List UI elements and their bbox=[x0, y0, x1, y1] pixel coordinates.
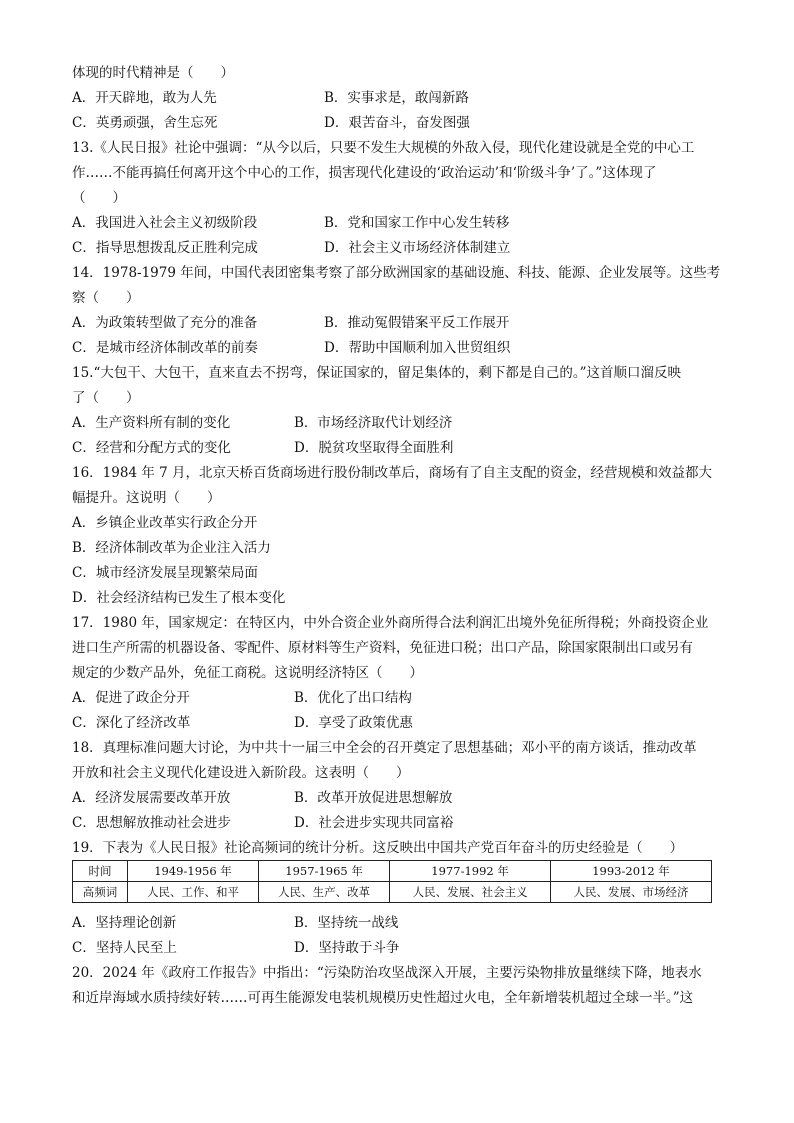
q15-stem-line1: 15.“大包干、大包干，直来直去不拐弯，保证国家的，留足集体的，剩下都是自己的。”这首顺口溜反映 bbox=[72, 365, 682, 381]
q17-stem-line2: 进口生产所需的机器设备、零配件、原材料等生产资料，免征进口税；出口产品，除国家限制出口或另有 bbox=[72, 640, 693, 656]
q15-option-d: D．脱贫攻坚取得全面胜利 bbox=[294, 440, 454, 456]
q19-option-c: C．坚持人民至上 bbox=[72, 940, 177, 956]
q13-option-c: C．指导思想拨乱反正胜利完成 bbox=[72, 240, 258, 256]
q18-option-b: B．改革开放促进思想解放 bbox=[294, 790, 453, 806]
q14-stem-line1: 14．1978-1979 年间，中国代表团密集考察了部分欧洲国家的基础设施、科技、能源、企业发展等。这些考 bbox=[72, 265, 721, 281]
q14-stem-line2: 察（ ） bbox=[72, 290, 140, 306]
q14-option-c: C．是城市经济体制改革的前奏 bbox=[72, 340, 258, 356]
table-cell: 人民、发展、市场经济 bbox=[551, 882, 712, 903]
q17-option-b: B．优化了出口结构 bbox=[294, 690, 412, 706]
q16-stem-line2: 幅提升。这说明（ ） bbox=[72, 490, 221, 506]
q15-option-b: B．市场经济取代计划经济 bbox=[294, 415, 453, 431]
q19-option-d: D．坚持敢于斗争 bbox=[294, 940, 400, 956]
q13-stem-line3: （ ） bbox=[72, 190, 126, 206]
q13-option-d: D．社会主义市场经济体制建立 bbox=[324, 240, 511, 256]
q17-option-d: D．享受了政策优惠 bbox=[294, 715, 413, 731]
q18-stem-line2: 开放和社会主义现代化建设进入新阶段。这表明（ ） bbox=[72, 765, 410, 781]
q20-stem-line1: 20．2024 年《政府工作报告》中指出：“污染防治攻坚战深入开展，主要污染物排放量继续下降，地表水 bbox=[72, 965, 702, 981]
q12-option-a: A．开天辟地，敢为人先 bbox=[72, 90, 217, 106]
q12-option-d: D．艰苦奋斗，奋发图强 bbox=[324, 115, 470, 131]
q13-option-b: B．党和国家工作中心发生转移 bbox=[324, 215, 510, 231]
q14-option-a: A．为政策转型做了充分的准备 bbox=[72, 315, 258, 331]
q16-stem-line1: 16．1984 年 7 月，北京天桥百货商场进行股份制改革后，商场有了自主支配的资金，经营规模和效益都大 bbox=[72, 465, 712, 481]
q13-stem-line1: 13.《人民日报》社论中强调：“从今以后，只要不发生大规模的外敌入侵，现代化建设就是全党的中心工 bbox=[72, 140, 695, 156]
table-cell: 1949-1956 年 bbox=[128, 861, 259, 882]
table-cell: 1977-1992 年 bbox=[390, 861, 551, 882]
table-header-cell: 高频词 bbox=[73, 882, 128, 903]
q18-option-d: D．社会进步实现共同富裕 bbox=[294, 815, 454, 831]
table-cell: 人民、生产、改革 bbox=[259, 882, 390, 903]
q12-stem-end: 体现的时代精神是（ ） bbox=[72, 65, 234, 81]
q18-stem-line1: 18．真理标准问题大讨论，为中共十一届三中全会的召开奠定了思想基础；邓小平的南方谈话，推动改革 bbox=[72, 740, 697, 756]
q17-option-a: A．促进了政企分开 bbox=[72, 690, 190, 706]
table-cell: 人民、工作、和平 bbox=[128, 882, 259, 903]
q16-option-c: C．城市经济发展呈现繁荣局面 bbox=[72, 565, 258, 581]
q16-option-d: D．社会经济结构已发生了根本变化 bbox=[72, 590, 286, 606]
q12-option-c: C．英勇顽强，舍生忘死 bbox=[72, 115, 218, 131]
q14-option-d: D．帮助中国顺利加入世贸组织 bbox=[324, 340, 511, 356]
frequency-table bbox=[72, 860, 712, 903]
q16-option-a: A．乡镇企业改革实行政企分开 bbox=[72, 515, 258, 531]
q13-option-a: A．我国进入社会主义初级阶段 bbox=[72, 215, 258, 231]
q17-stem-line3: 规定的少数产品外，免征工商税。这说明经济特区（ ） bbox=[72, 665, 423, 681]
table-cell: 人民、发展、社会主义 bbox=[390, 882, 551, 903]
q18-option-c: C．思想解放推动社会进步 bbox=[72, 815, 231, 831]
table-row bbox=[73, 861, 712, 882]
q19-stem-line1: 19．下表为《人民日报》社论高频词的统计分析。这反映出中国共产党百年奋斗的历史经验是（ ） bbox=[72, 840, 684, 856]
q19-option-b: B．坚持统一战线 bbox=[294, 915, 399, 931]
table-cell: 1957-1965 年 bbox=[259, 861, 390, 882]
q16-option-b: B．经济体制改革为企业注入活力 bbox=[72, 540, 271, 556]
q18-option-a: A．经济发展需要改革开放 bbox=[72, 790, 231, 806]
table-row bbox=[73, 882, 712, 903]
q14-option-b: B．推动冤假错案平反工作展开 bbox=[324, 315, 510, 331]
q19-option-a: A．坚持理论创新 bbox=[72, 915, 177, 931]
q12-option-b: B．实事求是，敢闯新路 bbox=[324, 90, 469, 106]
q15-option-a: A．生产资料所有制的变化 bbox=[72, 415, 231, 431]
q17-stem-line1: 17．1980 年，国家规定：在特区内，中外合资企业外商所得合法利润汇出境外免征所得税；外商投资企业 bbox=[72, 615, 709, 631]
q15-option-c: C．经营和分配方式的变化 bbox=[72, 440, 231, 456]
q13-stem-line2: 作……不能再搞任何离开这个中心的工作，损害现代化建设的‘政治运动’和‘阶级斗争’了。”这体现了 bbox=[72, 165, 657, 181]
q17-option-c: C．深化了经济改革 bbox=[72, 715, 191, 731]
table-header-cell: 时间 bbox=[73, 861, 128, 882]
q20-stem-line2: 和近岸海域水质持续好转……可再生能源发电装机规模历史性超过火电，全年新增装机超过全球一半。”这 bbox=[72, 990, 694, 1006]
table-cell: 1993-2012 年 bbox=[551, 861, 712, 882]
q15-stem-line2: 了（ ） bbox=[72, 390, 140, 406]
